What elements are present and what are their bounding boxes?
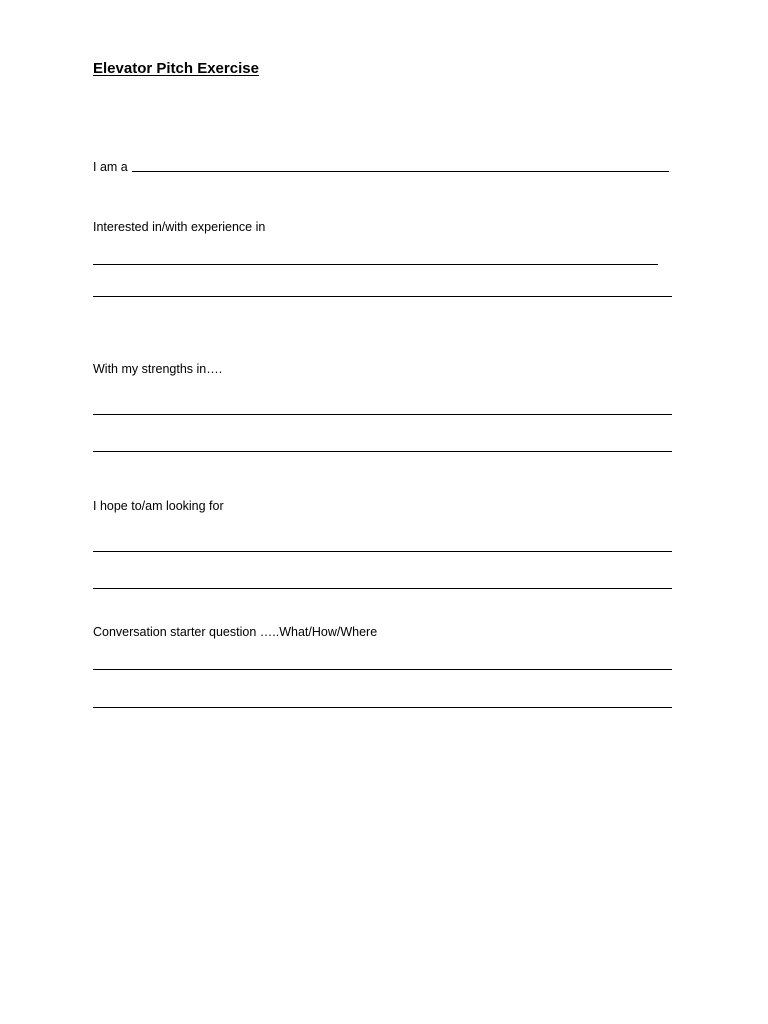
conversation-starter-blank-line-2[interactable] <box>93 707 672 708</box>
interested-in-blank-line-1[interactable] <box>93 264 658 265</box>
strengths-blank-line-1[interactable] <box>93 414 672 415</box>
section-i-am-a <box>93 158 669 174</box>
interested-in-blank-line-2[interactable] <box>93 296 672 297</box>
strengths-blank-line-2[interactable] <box>93 451 672 452</box>
conversation-starter-label: Conversation starter question …..What/How/Where <box>93 625 378 639</box>
looking-for-blank-line-2[interactable] <box>93 588 672 589</box>
interested-in-label: Interested in/with experience in <box>93 220 266 234</box>
conversation-starter-blank-line-1[interactable] <box>93 669 672 670</box>
document-title: Elevator Pitch Exercise <box>93 60 259 77</box>
i-am-a-label: I am a <box>93 160 128 174</box>
i-am-a-blank-line[interactable] <box>132 170 669 172</box>
looking-for-blank-line-1[interactable] <box>93 551 672 552</box>
looking-for-label: I hope to/am looking for <box>93 499 224 513</box>
strengths-label: With my strengths in…. <box>93 362 223 376</box>
